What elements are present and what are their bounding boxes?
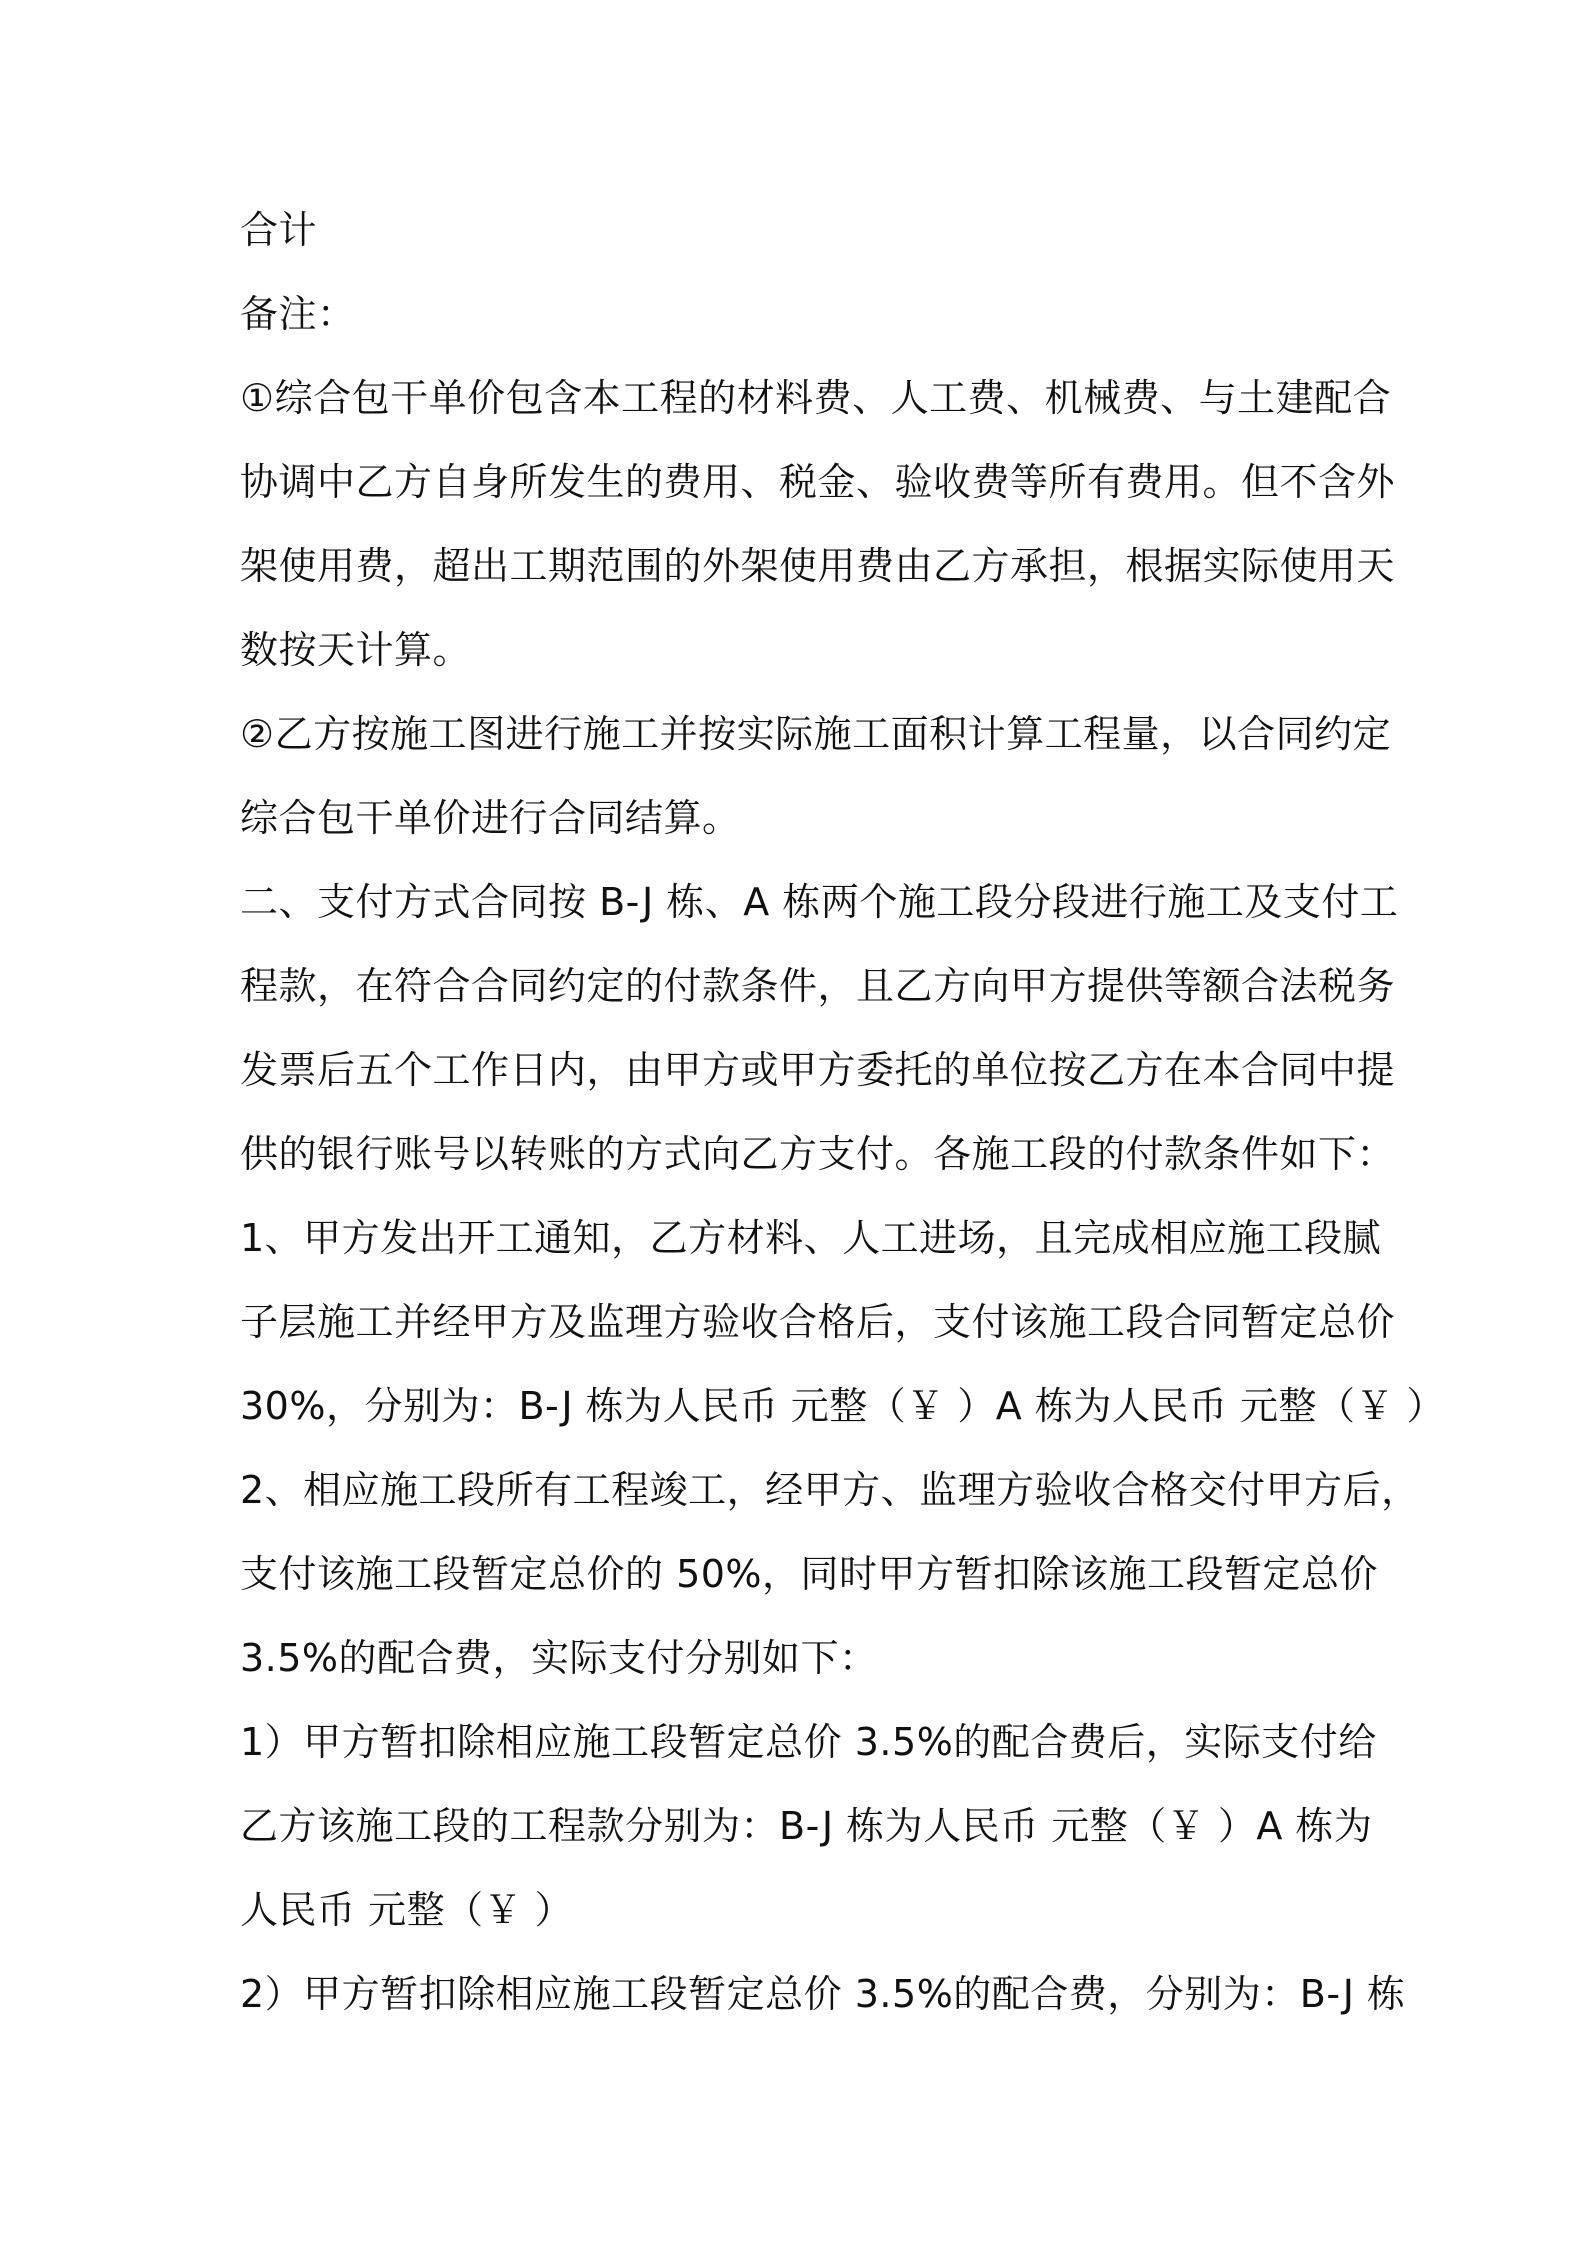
document-body — [240, 188, 1446, 2036]
payment-section-line-1: 二、支付方式合同按 B-J 栋、A 栋两个施工段分段进行施工及支付工 — [240, 880, 1399, 924]
subclause-1-line-2: 乙方该施工段的工程款分别为：B-J 栋为人民币 元整（￥ ）A 栋为 — [240, 1804, 1373, 1848]
remark-1-line-2: 协调中乙方自身所发生的费用、税金、验收费等所有费用。但不含外 — [240, 460, 1396, 504]
payment-section-line-3: 发票后五个工作日内，由甲方或甲方委托的单位按乙方在本合同中提 — [240, 1048, 1396, 1092]
heading-total: 合计 — [240, 208, 318, 252]
clause-2-line-3: 3.5%的配合费，实际支付分别如下： — [240, 1636, 878, 1680]
clause-2-line-2: 支付该施工段暂定总价的 50%，同时甲方暂扣除该施工段暂定总价 — [240, 1552, 1379, 1596]
clause-1-line-2: 子层施工并经甲方及监理方验收合格后，支付该施工段合同暂定总价 — [240, 1300, 1396, 1344]
clause-1-line-1: 1、甲方发出开工通知，乙方材料、人工进场，且完成相应施工段腻 — [240, 1216, 1382, 1260]
heading-remarks: 备注： — [240, 292, 356, 336]
remark-1-line-3: 架使用费，超出工期范围的外架使用费由乙方承担，根据实际使用天 — [240, 544, 1396, 588]
remark-2-line-2: 综合包干单价进行合同结算。 — [240, 796, 741, 840]
remark-1-line-1: ①综合包干单价包含本工程的材料费、人工费、机械费、与土建配合 — [240, 376, 1392, 420]
remark-2-line-1: ②乙方按施工图进行施工并按实际施工面积计算工程量，以合同约定 — [240, 712, 1392, 756]
subclause-1-line-1: 1）甲方暂扣除相应施工段暂定总价 3.5%的配合费后，实际支付给 — [240, 1720, 1377, 1764]
remark-1-line-4: 数按天计算。 — [240, 628, 472, 672]
clause-2-line-1: 2、相应施工段所有工程竣工，经甲方、监理方验收合格交付甲方后， — [240, 1468, 1420, 1512]
clause-1-line-3: 30%，分别为：B-J 栋为人民币 元整（￥ ）A 栋为人民币 元整（￥ ） — [240, 1384, 1446, 1428]
payment-section-line-4: 供的银行账号以转账的方式向乙方支付。各施工段的付款条件如下： — [240, 1132, 1396, 1176]
subclause-1-line-3: 人民币 元整（￥ ） — [240, 1888, 574, 1932]
subclause-2-line-1: 2）甲方暂扣除相应施工段暂定总价 3.5%的配合费，分别为：B-J 栋 — [240, 1972, 1406, 2016]
payment-section-line-2: 程款，在符合合同约定的付款条件，且乙方向甲方提供等额合法税务 — [240, 964, 1396, 1008]
